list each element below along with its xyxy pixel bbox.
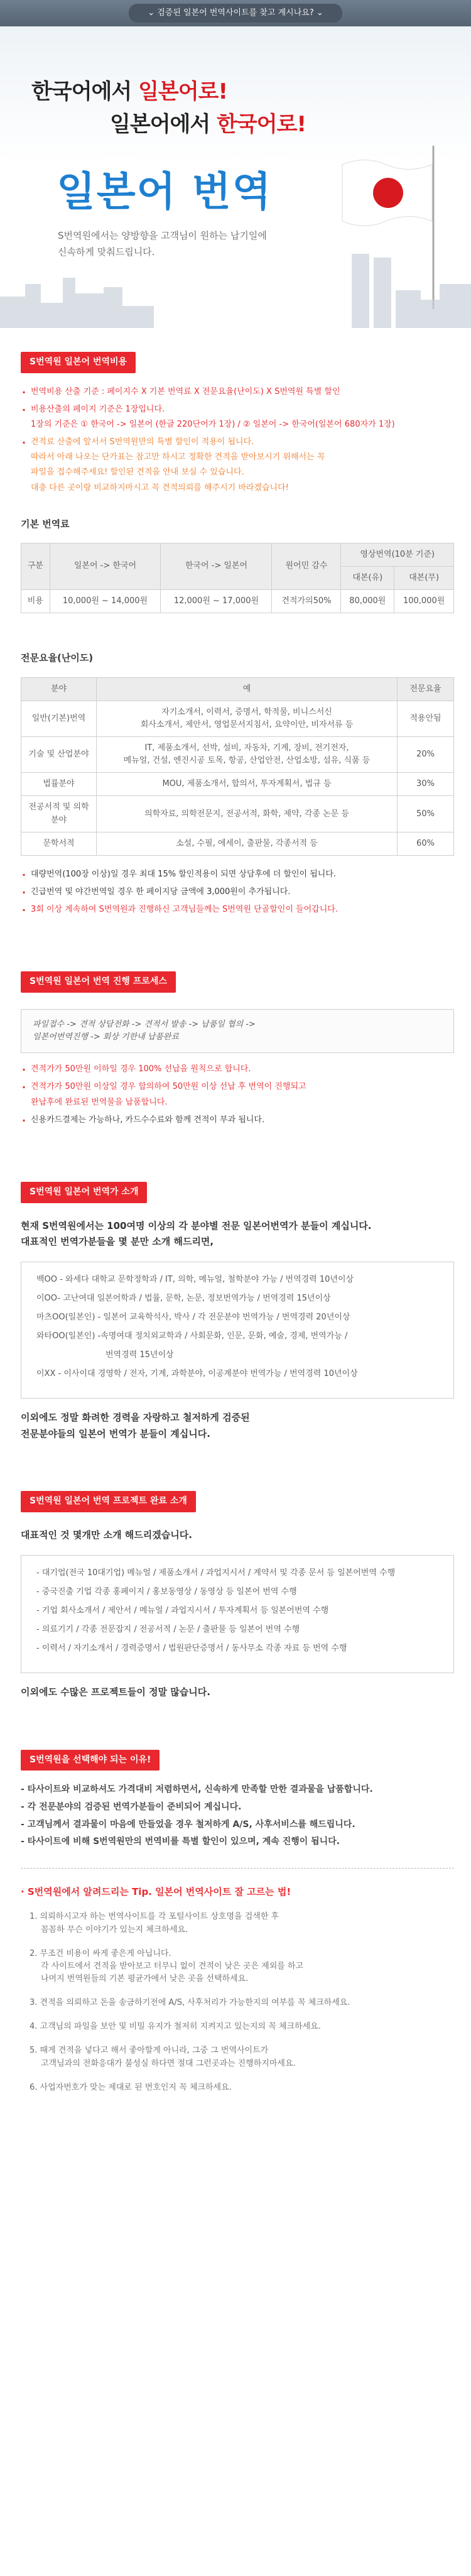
tip-heading: [21, 1885, 454, 1899]
price-section: [0, 328, 471, 916]
tip-line: 나머지 번역원들의 기본 평균가에서 낮은 곳을 선택하세요.: [41, 1973, 249, 1984]
list-item-line: · 견적가가 50만원 이상일 경우 합의하여 50만원 이상 선납 후 번역이 진행되고: [31, 1082, 306, 1092]
hero-desc-line-1: S번역원에서는 양방향을 고객님이 원하는 납기일에: [58, 230, 267, 241]
cell-line: 회사소개서, 제안서, 영업문서지침서, 요약이안, 비자서류 등: [140, 719, 354, 729]
basic-price-table: [21, 543, 454, 613]
rate-table: [21, 677, 454, 856]
table-header: 대본(유): [341, 567, 394, 590]
table-cell: 12,000원 ~ 17,000원: [161, 590, 272, 613]
tip-line: 꼼꼼하 무슨 이야기가 있는지 체크하세요.: [41, 1924, 188, 1935]
table-cell: 기술 및 산업분야: [21, 737, 97, 773]
list-item-line: 따라서 아래 나오는 단가표는 참고만 하시고 정확한 견적을 받아보시기 위해서는 꼭: [31, 452, 325, 462]
table-cell: [97, 737, 398, 773]
rate-title: 전문요율(난이도): [21, 652, 94, 664]
table-cell: 50%: [398, 796, 454, 832]
process-flow-box: [21, 1009, 454, 1053]
list-item: - 타사이트와 비교하셔도 가격대비 저렴하면서, 신속하게 만족할 만한 결과물을 납품합니다.: [21, 1784, 373, 1795]
table-row: [21, 701, 454, 736]
tip-line: 5. 때게 견적을 넣다고 해서 좋아할게 아니라, 그중 그 번역사이트가: [30, 2046, 269, 2056]
hero-line-1: [31, 75, 227, 109]
translators-box: [21, 1262, 454, 1399]
list-item: [30, 2044, 454, 2070]
flow-line: 파일접수 -> 견적 상담전화 -> 견적서 발송 -> 납품일 협의 ->: [33, 1019, 256, 1029]
outro-line: 이외에도 정말 화려한 경력을 자랑하고 철저하게 검증된: [21, 1412, 250, 1424]
table-cell: 10,000원 ~ 14,000원: [50, 590, 161, 613]
table-cell: 적용안됨: [398, 701, 454, 736]
table-cell: 문학서적: [21, 832, 97, 855]
table-cell: 100,000원: [394, 590, 454, 613]
top-bar-tab[interactable]: [129, 4, 342, 23]
table-header: 구분: [21, 543, 50, 589]
list-item: - 타사이트에 비해 S번역원만의 번역비를 특별 할인이 있으며, 계속 진행이 됩니다.: [21, 1836, 340, 1847]
list-item: [22, 403, 455, 431]
list-item: - 대기업(전국 10대기업) 메뉴얼 / 제품소개서 / 과업지시서 / 계약서 및 각종 문서 등 일본어번역 수행: [36, 1568, 396, 1578]
table-row: [21, 796, 454, 832]
table-cell: 60%: [398, 832, 454, 855]
list-item: - 기업 회사소개서 / 제안서 / 메뉴얼 / 과업지시서 / 투자계획서 등 일본어번역 수행: [36, 1605, 329, 1615]
intro-line: 현재 S번역원에서는 100여명 이상의 각 분야별 전문 일본어번역가 분들이 계십니다.: [21, 1220, 372, 1231]
process-section: [0, 947, 471, 1127]
projects-box: [21, 1555, 454, 1674]
table-header-row: [21, 543, 454, 566]
list-item: [22, 436, 455, 494]
list-item: · 대량번역(100장 이상)일 경우 최대 15% 할인적용이 되면 상담후에 더 할인이 됩니다.: [22, 868, 455, 881]
projects-intro: 대표적인 것 몇개만 소개 해드리겠습니다.: [21, 1529, 192, 1541]
section-tag-price: S번역원 일본어 번역비용: [21, 352, 136, 373]
list-item: · 긴급번역 및 야간번역일 경우 한 페이지당 금액에 3,000원이 추가됩니다.: [22, 886, 455, 898]
section-tag-translators: S번역원 일본어 번역가 소개: [21, 1182, 147, 1203]
list-item: [30, 1911, 454, 1936]
table-cell: 비용: [21, 590, 50, 613]
table-cell: 견적가의50%: [272, 590, 341, 613]
table-cell: [97, 701, 398, 736]
hero-line-2: [110, 108, 306, 141]
translators-section: [0, 1158, 471, 1443]
table-header: 영상번역(10분 기준): [341, 543, 454, 566]
list-item-line: 1장의 기준은 ① 한국어 -> 일본어 (한글 220단어가 1장) / ② 일본어 -> 한국어(일본어 680자가 1장): [31, 419, 395, 429]
list-item: [22, 1081, 455, 1108]
translators-outro: [21, 1410, 455, 1442]
list-item: [30, 1948, 454, 1985]
top-bar-text: 검증된 일본어 번역사이트를 찾고 계시나요?: [157, 8, 314, 18]
tip-heading-text: S번역원에서 알려드리는 Tip. 일본어 번역사이트 잘 고르는 법!: [27, 1886, 291, 1898]
projects-outro: 이외에도 수많은 프로젝트들이 정말 많습니다.: [21, 1686, 210, 1698]
chevron-down-icon: ⌄: [313, 8, 323, 18]
basic-price-title: 기본 번역료: [21, 518, 70, 530]
city-skyline-icon: [0, 253, 471, 328]
table-cell: 일반(기본)번역: [21, 701, 97, 736]
bullet-icon: ·: [21, 1886, 28, 1898]
intro-line: 대표적인 번역가분들을 몇 분만 소개 해드리면,: [21, 1236, 214, 1247]
list-item: 와타OO(일본인) -속명여대 정치외교학과 / 사회문화, 인문, 문화, 예술, 경제, 번역가능 /: [36, 1331, 348, 1341]
table-cell: 20%: [398, 737, 454, 773]
section-tag-projects: S번역원 일본어 번역 프로젝트 완료 소개: [21, 1491, 196, 1512]
list-item: - 의료기기 / 각종 전문잡지 / 전공서적 / 논문 / 출판물 등 일본어 번역 수행: [36, 1624, 300, 1634]
table-row: [21, 590, 454, 613]
list-item-line: 완납후에 완료된 번역물을 납품합니다.: [31, 1097, 168, 1107]
table-cell: 의학자료, 의학전문지, 전공서적, 화학, 제약, 각종 논문 등: [97, 796, 398, 832]
process-rules: [16, 1063, 455, 1127]
list-item: 번역경력 15년이상: [106, 1350, 174, 1360]
cell-line: 메뉴얼, 건설, 엔진시공 토목, 항공, 산업안전, 산업소방, 섬유, 식품 등: [123, 756, 371, 766]
list-item: [30, 1997, 454, 2009]
list-item: 마츠OO(일본인) - 일본어 교육학석사, 박사 / 각 전문분야 번역가능 / 번역경력 20년이상: [36, 1312, 350, 1322]
table-header: 원어민 감수: [272, 543, 341, 589]
tip-line: 각 사이트에서 견적을 받아보고 터무니 없이 견적이 낮은 곳은 제외를 하고: [41, 1961, 304, 1971]
section-tag-why: S번역원을 선택해야 되는 이유!: [21, 1750, 160, 1771]
hero-line-2-prefix: 일본어에서: [110, 112, 217, 137]
table-row: [21, 737, 454, 773]
list-item: · 견적가가 50만원 이하일 경우 100% 선납을 원칙으로 합니다.: [22, 1063, 455, 1076]
list-item: - 각 전문분야의 검증된 번역가분들이 준비되어 계십니다.: [21, 1802, 242, 1813]
table-header: 한국어 -> 일본어: [161, 543, 272, 589]
hero-line-1-highlight: 일본어로!: [138, 79, 227, 104]
list-item: [30, 2021, 454, 2033]
tip-line: 3. 견적을 의뢰하고 돈을 송금하기전에 A/S, 사후처리가 가능한지의 여부를 꼭 체크하세요.: [30, 1998, 350, 2008]
tip-box: [21, 1868, 454, 2094]
table-cell: MOU, 제품소개서, 합의서, 투자계획서, 법규 등: [97, 773, 398, 796]
list-item-line: · 견적료 산출에 앞서서 S번역원만의 특별 할인이 적용이 됩니다.: [31, 437, 254, 447]
table-header: 전문요율: [398, 677, 454, 701]
list-item: - 고객님께서 결과물이 마음에 만들었을 경우 철저하게 A/S, 사후서비스를 해드립니다.: [21, 1819, 355, 1830]
list-item: [30, 2082, 454, 2094]
section-tag-process: S번역원 일본어 번역 진행 프로세스: [21, 971, 176, 993]
tip-line: 6. 사업자번호가 맞는 제대로 된 번호인지 꼭 체크하세요.: [30, 2082, 232, 2092]
list-item: · 신용카드결제는 가능하나, 카드수수료와 함께 견적이 부과 됩니다.: [22, 1114, 455, 1127]
table-row: [21, 773, 454, 796]
table-header: 대본(무): [394, 567, 454, 590]
why-section: [0, 1726, 471, 2094]
top-bar: [0, 0, 471, 26]
list-item: - 이력서 / 자기소개서 / 경력증명서 / 법원판단증명서 / 동사무소 각종 자료 등 번역 수행: [36, 1644, 347, 1654]
rate-notes: [16, 868, 455, 916]
table-header: 예: [97, 677, 398, 701]
tip-list: [21, 1911, 454, 2093]
list-item: · 번역비용 산출 기준 : 페이지수 X 기본 번역료 X 전문요율(난이도) X S번역원 특별 할인: [22, 386, 455, 398]
table-cell: 소설, 수필, 에세이, 출판물, 각종서적 등: [97, 832, 398, 855]
hero-line-2-highlight: 한국어로!: [217, 112, 306, 137]
tip-line: 고객님과의 전화응대가 불성실 하다면 절대 그런곳과는 진행하지마세요.: [41, 2058, 296, 2068]
tip-line: 4. 고객님의 파일을 보안 및 비밀 유지가 철저히 지켜지고 있는지의 꼭 체크하세요.: [30, 2022, 321, 2032]
tip-line: 1. 의뢰하시고자 하는 번역사이트를 각 포털사이트 상호명을 검색한 후: [30, 1912, 279, 1922]
table-header-row: [21, 677, 454, 701]
table-header: 분야: [21, 677, 97, 701]
cell-line: 자기소개서, 이력서, 증명서, 학적물, 비니스서신: [161, 707, 332, 717]
chevron-down-icon: ⌄: [148, 8, 158, 18]
hero-desc-line-2: 신속하게 맞춰드립니다.: [58, 246, 155, 258]
list-item-line: · 비용산출의 페이지 기준은 1장입니다.: [31, 404, 165, 414]
price-rules: [16, 386, 455, 494]
table-cell: 30%: [398, 773, 454, 796]
list-item: 백OO - 와세다 대학교 문학정학과 / IT, 의학, 메뉴얼, 철학분야 가능 / 번역경력 10년이상: [36, 1274, 354, 1284]
table-header: 일본어 -> 한국어: [50, 543, 161, 589]
outro-line: 전문분야들의 일본어 번역가 분들이 계십니다.: [21, 1427, 210, 1439]
list-item: - 중국진출 기업 각종 홍페이지 / 홍보동영상 / 동영상 등 일본어 번역 수행: [36, 1586, 297, 1596]
list-item: 이XX - 이사이대 경영학 / 전자, 기계, 과학분야, 이공계분야 번역가능 / 번역경력 10년이상: [36, 1369, 358, 1379]
flow-line: 일본어번역진행 -> 회상 기한내 납품완료: [33, 1032, 180, 1042]
hero-title: 일본어 번역: [57, 169, 273, 216]
cell-line: IT, 제품소개서, 선박, 설비, 자동차, 기계, 장비, 전기전자,: [144, 743, 349, 753]
table-cell: 전공서적 및 의학분야: [21, 796, 97, 832]
why-list: [16, 1783, 455, 1849]
table-cell: 법률분야: [21, 773, 97, 796]
translators-intro: [21, 1218, 455, 1250]
hero-line-1-prefix: 한국어에서: [31, 79, 139, 104]
list-item-line: 파일을 접수해주세요! 할인된 견적을 안내 보실 수 있습니다.: [31, 467, 244, 478]
list-item: · 3회 이상 계속하여 S번역원과 진행하신 고객님들께는 S번역원 단골할인이 들어갑니다.: [22, 903, 455, 916]
projects-section: [0, 1467, 471, 1700]
table-cell: 80,000원: [341, 590, 394, 613]
table-row: [21, 832, 454, 855]
tip-line: 2. 무조건 비용이 싸게 좋은게 아닙니다.: [30, 1948, 171, 1958]
list-item-line: 대충 다른 곳이랑 비교하지마시고 꼭 견적의뢰를 해주시기 바라겠습니다!: [31, 483, 289, 493]
hero-banner: [0, 26, 471, 328]
list-item: 이OO- 고난여대 일본어학과 / 법률, 문학, 논문, 정보번역가능 / 번역경력 15년이상: [36, 1293, 331, 1303]
